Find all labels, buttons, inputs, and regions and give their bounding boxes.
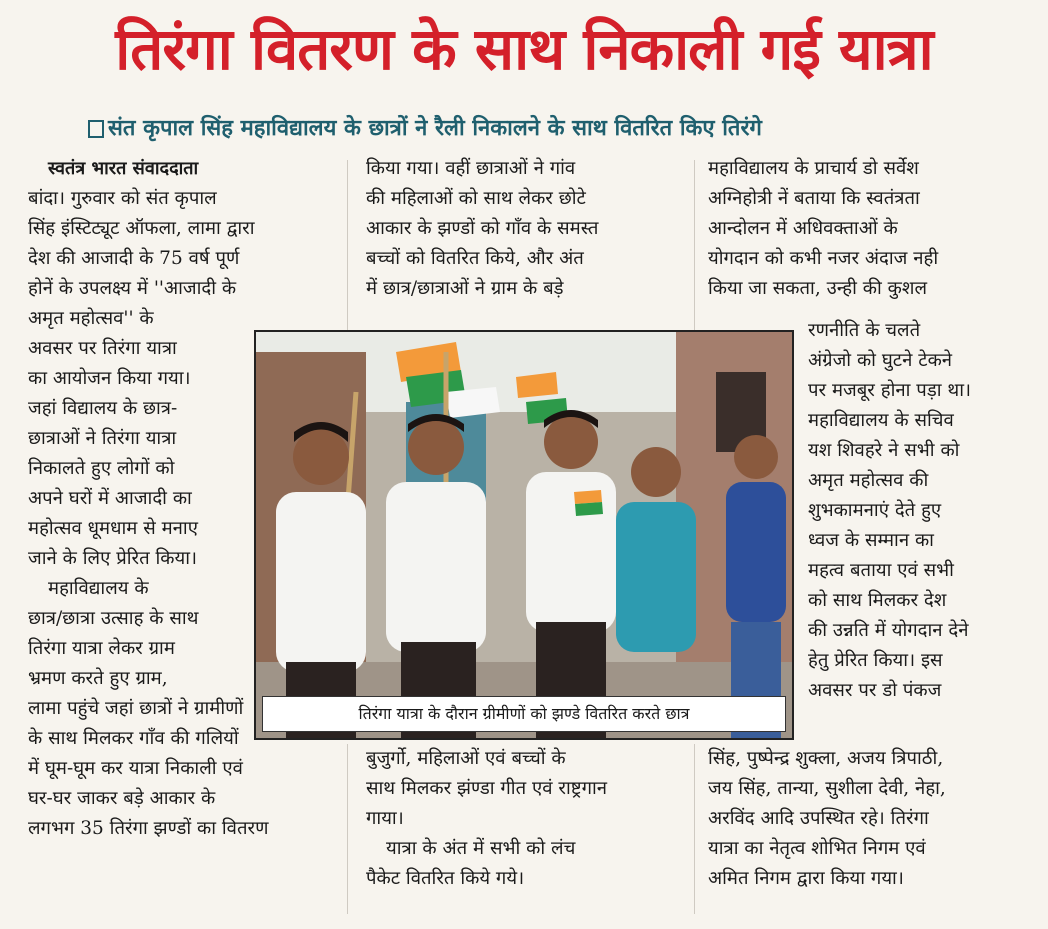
text-line: लामा पहुंचे जहां छात्रों ने ग्रामीणों bbox=[28, 698, 244, 719]
text-line: बांदा। गुरुवार को संत कृपाल bbox=[28, 188, 217, 209]
text-line: अरविंद आदि उपस्थित रहे। तिरंगा bbox=[708, 808, 929, 829]
text-line: होनें के उपलक्ष्य में ''आजादी के bbox=[28, 278, 237, 299]
text-line: अमृत महोत्सव'' के bbox=[28, 308, 154, 329]
column-rule bbox=[347, 744, 348, 914]
text-line: सिंह इंस्टिट्यूट ऑफला, लामा द्वारा bbox=[28, 218, 255, 239]
text-line: जहां विद्यालय के छात्र- bbox=[28, 398, 178, 419]
text-line: महाविद्यालय के सचिव bbox=[808, 410, 954, 431]
text-line: बुजुर्गो, महिलाओं एवं बच्चों के bbox=[366, 748, 566, 769]
text-line: किया जा सकता, उन्ही की कुशल bbox=[708, 278, 927, 299]
text-line: अपने घरों में आजादी का bbox=[28, 488, 192, 509]
text-line: साथ मिलकर झंण्डा गीत एवं राष्ट्रगान bbox=[366, 778, 608, 799]
text-line: अंग्रेजो को घुटने टेकने bbox=[808, 350, 953, 371]
text-line: आकार के झण्डों को गाँव के समस्त bbox=[366, 218, 599, 239]
text-line: शुभकामनाएं देते हुए bbox=[808, 500, 942, 521]
text-line: यात्रा का नेतृत्व शोभित निगम एवं bbox=[708, 838, 926, 859]
column-2-top-lines bbox=[366, 154, 680, 304]
article-column-2-bottom bbox=[366, 744, 680, 894]
text-line: देश की आजादी के 75 वर्ष पूर्ण bbox=[28, 248, 240, 269]
photo-caption: तिरंगा यात्रा के दौरान ग्रीमीणों को झण्डे वितरित करते छात्र bbox=[262, 696, 786, 732]
column-rule bbox=[347, 160, 348, 330]
byline: स्वतंत्र भारत संवाददाता bbox=[48, 158, 199, 179]
text-line: अमित निगम द्वारा किया गया। bbox=[708, 868, 904, 889]
rally-photo-illustration bbox=[256, 332, 794, 740]
text-line: की उन्नति में योगदान देने bbox=[808, 620, 969, 641]
text-line: यात्रा के अंत में सभी को लंच bbox=[386, 838, 576, 859]
text-line: तिरंगा यात्रा लेकर ग्राम bbox=[28, 638, 175, 659]
text-line: अग्निहोत्री नें बताया कि स्वतंत्रता bbox=[708, 188, 920, 209]
text-line: को साथ मिलकर देश bbox=[808, 590, 947, 611]
column-3-bottom-lines bbox=[708, 744, 1018, 894]
article-column-2-top bbox=[366, 154, 680, 304]
text-line: का आयोजन किया गया। bbox=[28, 368, 191, 389]
text-line: योगदान को कभी नजर अंदाज नही bbox=[708, 248, 939, 269]
text-line: के साथ मिलकर गाँव की गलियों bbox=[28, 728, 239, 749]
column-3-top-lines bbox=[708, 154, 1018, 304]
text-line: अवसर पर तिरंगा यात्रा bbox=[28, 338, 177, 359]
text-line: महोत्सव धूमधाम से मनाए bbox=[28, 518, 198, 539]
text-line: रणनीति के चलते bbox=[808, 320, 921, 341]
text-line: जय सिंह, तान्या, सुशीला देवी, नेहा, bbox=[708, 778, 946, 799]
text-line: अमृत महोत्सव की bbox=[808, 470, 929, 491]
text-line: छात्र/छात्रा उत्साह के साथ bbox=[28, 608, 199, 629]
column-3-mid-lines bbox=[808, 316, 1018, 706]
text-line: में घूम-घूम कर यात्रा निकाली एवं bbox=[28, 758, 243, 779]
text-line: महाविद्यालय के प्राचार्य डो सर्वेश bbox=[708, 158, 919, 179]
text-line: पैकेट वितरित किये गये। bbox=[366, 868, 525, 889]
headline: तिरंगा वितरण के साथ निकाली गई यात्रा bbox=[115, 15, 933, 83]
text-line: ध्वज के सम्मान का bbox=[808, 530, 934, 551]
text-line: भ्रमण करते हुए ग्राम, bbox=[28, 668, 168, 689]
text-line: पर मजबूर होना पड़ा था। bbox=[808, 380, 972, 401]
text-line: की महिलाओं को साथ लेकर छोटे bbox=[366, 188, 586, 209]
subheadline bbox=[88, 112, 988, 146]
text-line: किया गया। वहीं छात्राओं ने गांव bbox=[366, 158, 576, 179]
column-rule bbox=[694, 160, 695, 330]
text-line: घर-घर जाकर बड़े आकार के bbox=[28, 788, 216, 809]
text-line: गाया। bbox=[366, 808, 404, 829]
article-column-3-bottom bbox=[708, 744, 1018, 894]
text-line: हेतु प्रेरित किया। इस bbox=[808, 650, 943, 671]
column-2-bottom-lines bbox=[366, 744, 680, 894]
text-line: आन्दोलन में अधिवक्ताओं के bbox=[708, 218, 898, 239]
subheadline-text: संत कृपाल सिंह महाविद्यालय के छात्रों ने रैली निकालने के साथ वितरित किए तिरंगे bbox=[108, 116, 762, 141]
text-line: महत्व बताया एवं सभी bbox=[808, 560, 954, 581]
text-line: जाने के लिए प्रेरित किया। bbox=[28, 548, 198, 569]
text-line: सिंह, पुष्पेन्द्र शुक्ला, अजय त्रिपाठी, bbox=[708, 748, 944, 769]
text-line: छात्राओं ने तिरंगा यात्रा bbox=[28, 428, 177, 449]
article-column-3-mid bbox=[808, 316, 1018, 706]
text-line: लगभग 35 तिरंगा झण्डों का वितरण bbox=[28, 818, 269, 839]
article-column-3-top bbox=[708, 154, 1018, 304]
text-line: महाविद्यालय के bbox=[48, 578, 149, 599]
column-rule bbox=[694, 744, 695, 914]
text-line: बच्चों को वितरित किये, और अंत bbox=[366, 248, 584, 269]
news-photo bbox=[254, 330, 794, 740]
checkbox-bullet-icon bbox=[88, 120, 104, 138]
text-line: निकालते हुए लोगों को bbox=[28, 458, 175, 479]
text-line: में छात्र/छात्राओं ने ग्राम के बड़े bbox=[366, 278, 564, 299]
text-line: यश शिवहरे ने सभी को bbox=[808, 440, 960, 461]
text-line: अवसर पर डो पंकज bbox=[808, 680, 942, 701]
